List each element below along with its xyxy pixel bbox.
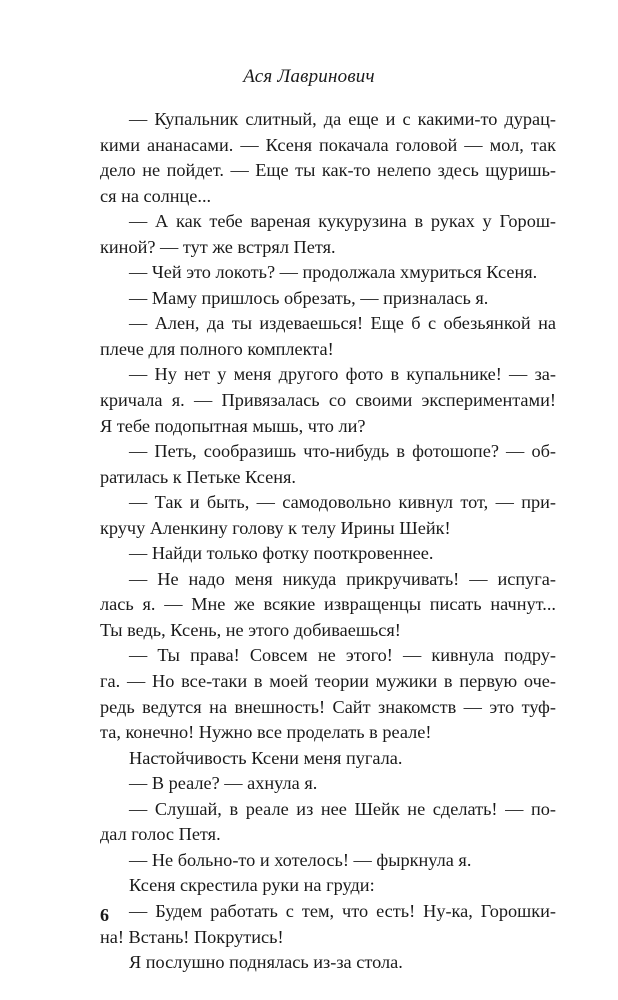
text-line: — Будем работать с тем, что есть! Ну-ка, Горошки-: [129, 900, 556, 921]
text-line: — Не надо меня никуда прикручивать! — испуга-: [129, 568, 556, 589]
text-line: — Так и быть, — самодовольно кивнул тот, — при-: [129, 492, 556, 513]
text-line: Ксеня скрестила руки на груди:: [129, 875, 375, 896]
body-text: [100, 107, 556, 976]
text-line: — Найди только фотку пооткровеннее.: [129, 543, 434, 564]
text-line: кручу Аленкину голову к телу Ирины Шейк!: [100, 517, 451, 538]
text-line: — Петь, сообразишь что-нибудь в фотошопе? — об-: [129, 441, 556, 462]
text-line: — Ну нет у меня другого фото в купальнике! — за-: [129, 364, 556, 385]
text-line: Я тебе подопытная мышь, что ли?: [100, 415, 366, 436]
text-line: — Ален, да ты издеваешься! Еще б с обезьянкой на: [129, 313, 556, 334]
text-line: га. — Но все-таки в моей теории мужики в первую оче-: [100, 671, 556, 692]
text-line: — А как тебе вареная кукурузина в руках у Горош-: [129, 211, 556, 232]
text-line: кими ананасами. — Ксеня покачала головой — мол, так: [100, 134, 556, 155]
text-line: киной? — тут же встрял Петя.: [100, 236, 336, 257]
text-line: редь ведутся на внешность! Сайт знакомств — это туф-: [100, 696, 556, 717]
text-line: на! Встань! Покрутись!: [100, 926, 284, 947]
text-line: — Купальник слитный, да еще и с какими-то дурац-: [129, 109, 556, 129]
page-number: 6: [100, 905, 109, 925]
running-header-author: Ася Лавринович: [243, 66, 375, 87]
text-line: кричала я. — Привязалась со своими экспериментами!: [100, 390, 556, 411]
text-line: ся на солнце...: [100, 185, 212, 206]
text-line: — Слушай, в реале из нее Шейк не сделать! — по-: [129, 798, 556, 819]
text-line: — В реале? — ахнула я.: [129, 773, 318, 794]
text-line: лась я. — Мне же всякие извращенцы писать начнут...: [100, 594, 556, 615]
text-line: Я послушно поднялась из-за стола.: [129, 952, 403, 973]
text-line: Настойчивость Ксени меня пугала.: [129, 747, 403, 768]
text-line: та, конечно! Нужно все проделать в реале!: [100, 722, 432, 743]
text-line: — Не больно-то и хотелось! — фыркнула я.: [129, 849, 472, 870]
text-line: дал голос Петя.: [100, 824, 221, 845]
text-line: дело не пойдет. — Еще ты как-то нелепо здесь щуришь-: [100, 160, 556, 181]
text-line: плече для полного комплекта!: [100, 338, 334, 359]
text-line: — Маму пришлось обрезать, — призналась я.: [129, 287, 489, 308]
text-line: Ты ведь, Ксень, не этого добиваешься!: [100, 619, 401, 640]
text-line: — Ты права! Совсем не этого! — кивнула подру-: [129, 645, 556, 666]
text-line: — Чей это локоть? — продолжала хмуриться Ксеня.: [129, 262, 538, 283]
text-line: ратилась к Петьке Ксеня.: [100, 466, 296, 487]
